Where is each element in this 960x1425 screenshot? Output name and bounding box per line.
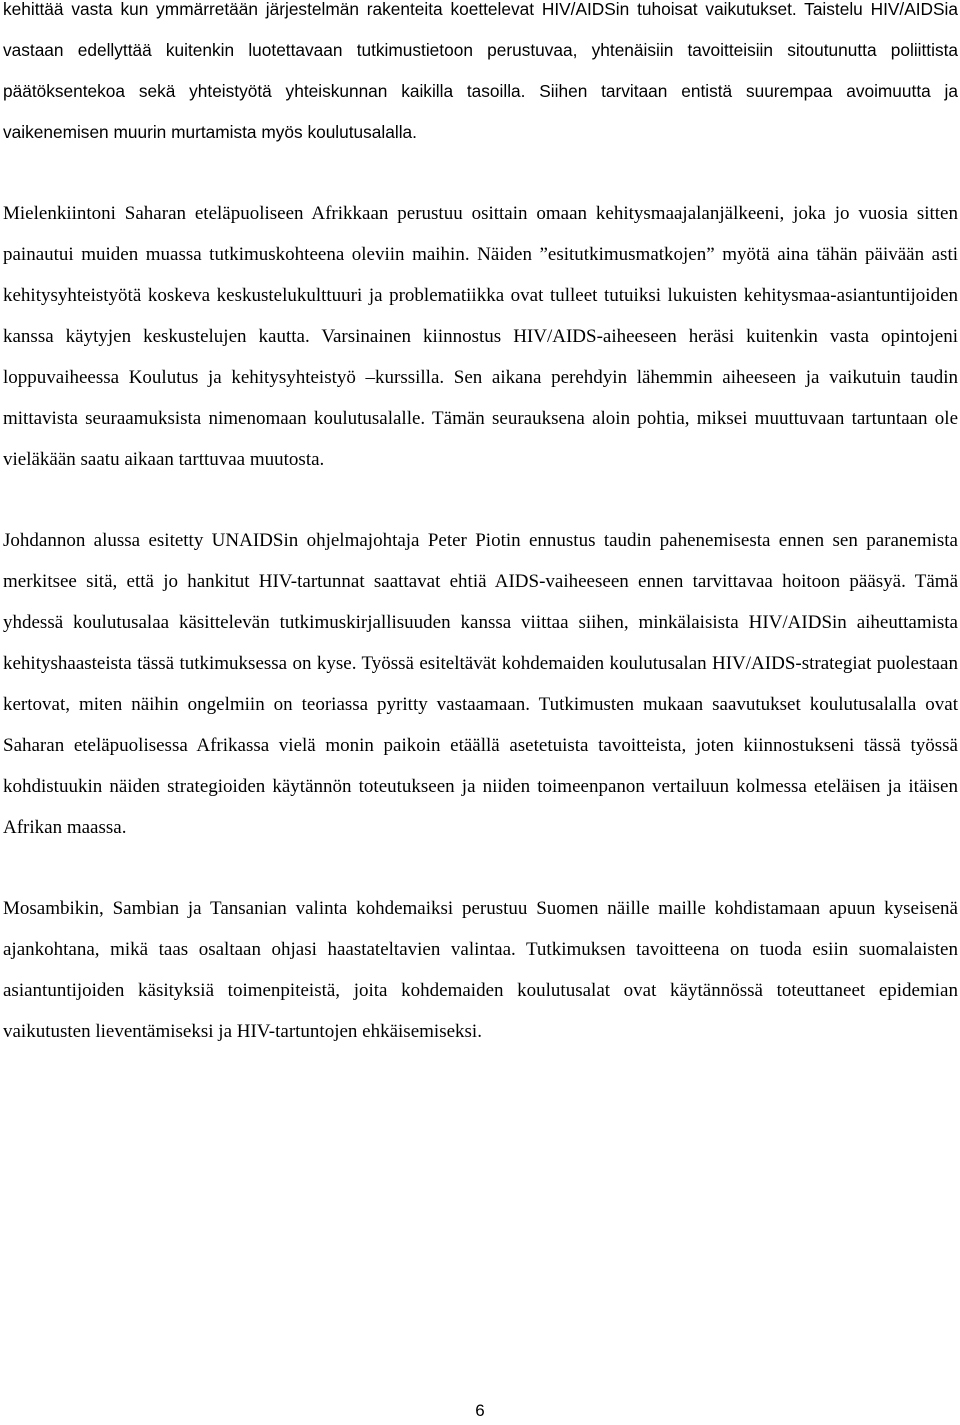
paragraph-1-text: kehittää vasta kun ymmärretään järjestelmän rakenteita koettelevat HIV/AIDSin tuhoisat vaikutukset. Taistelu HIV/AIDSia vastaan edellyttää kuitenkin luotettavaan tutkimustietoon perustuvaa, yhtenäisiin tavoitteisiin sitoutunutta poliittista päätöksentekoa sekä yhteistyötä yhteiskunnan kaikilla tasoilla. Siihen tarvitaan entistä suurempaa avoimuutta ja vaikenemisen muurin murtamista myös koulutusalalla. (3, 0, 958, 142)
document-page (3, 0, 958, 1052)
page-number: 6 (475, 1401, 485, 1420)
paragraph-4: Mosambikin, Sambian ja Tansanian valinta kohdemaiksi perustuu Suomen näille maille kohdistamaan apuun kyseisenä ajankohtana, mikä taas osaltaan ohjasi haastateltavien valintaa. Tutkimuksen tavoitteena on tuoda esiin suomalaisten asiantuntijoiden käsityksiä toimenpiteistä, joita kohdemaiden koulutusalat ovat käytännössä toteuttaneet epidemian vaikutusten lieventämiseksi ja HIV-tartuntojen ehkäisemiseksi. (3, 898, 958, 1042)
paragraph-1 (3, 0, 958, 153)
paragraph-3: Johdannon alussa esitetty UNAIDSin ohjelmajohtaja Peter Piotin ennustus taudin pahenemisesta ennen sen paranemista merkitsee sitä, että jo hankitut HIV-tartunnat saattavat ehtiä AIDS-vaiheeseen ennen tarvittavaa hoitoon pääsyä. Tämä yhdessä koulutusalaa käsittelevän tutkimuskirjallisuuden kanssa viittaa siihen, minkälaisista HIV/AIDSin aiheuttamista kehityshaasteista tässä tutkimuksessa on kyse. Työssä esiteltävät kohdemaiden koulutusalan HIV/AIDS-strategiat puolestaan kertovat, miten näihin ongelmiin on teoriassa pyritty vastaamaan. Tutkimusten mukaan saavutukset koulutusalalla ovat Saharan eteläpuolisessa Afrikassa vielä monin paikoin etäällä asetetuista tavoitteista, joten kiinnostukseni tässä työssä kohdistuukin näiden strategioiden käytännön toteutukseen ja niiden toimeenpanon vertailuun kolmessa eteläisen ja itäisen Afrikan maassa. (3, 530, 958, 838)
paragraph-2: Mielenkiintoni Saharan eteläpuoliseen Afrikkaan perustuu osittain omaan kehitysmaajalanjälkeeni, joka jo vuosia sitten painautui muiden muassa tutkimuskohteena oleviin maihin. Näiden ”esitutkimusmatkojen” myötä aina tähän päivään asti kehitysyhteistyötä koskeva keskustelukulttuuri ja problematiikka ovat tulleet tutuiksi lukuisten kehitysmaa-asiantuntijoiden kanssa käytyjen keskustelujen kautta. Varsinainen kiinnostus HIV/AIDS-aiheeseen heräsi kuitenkin vasta opintojeni loppuvaiheessa Koulutus ja kehitysyhteistyö –kurssilla. Sen aikana perehdyin lähemmin aiheeseen ja vaikutuin taudin mittavista seuraamuksista nimenomaan koulutusalalle. Tämän seurauksena aloin pohtia, miksei muuttuvaan tartuntaan ole vieläkään saatu aikaan tarttuvaa muutosta. (3, 203, 958, 470)
